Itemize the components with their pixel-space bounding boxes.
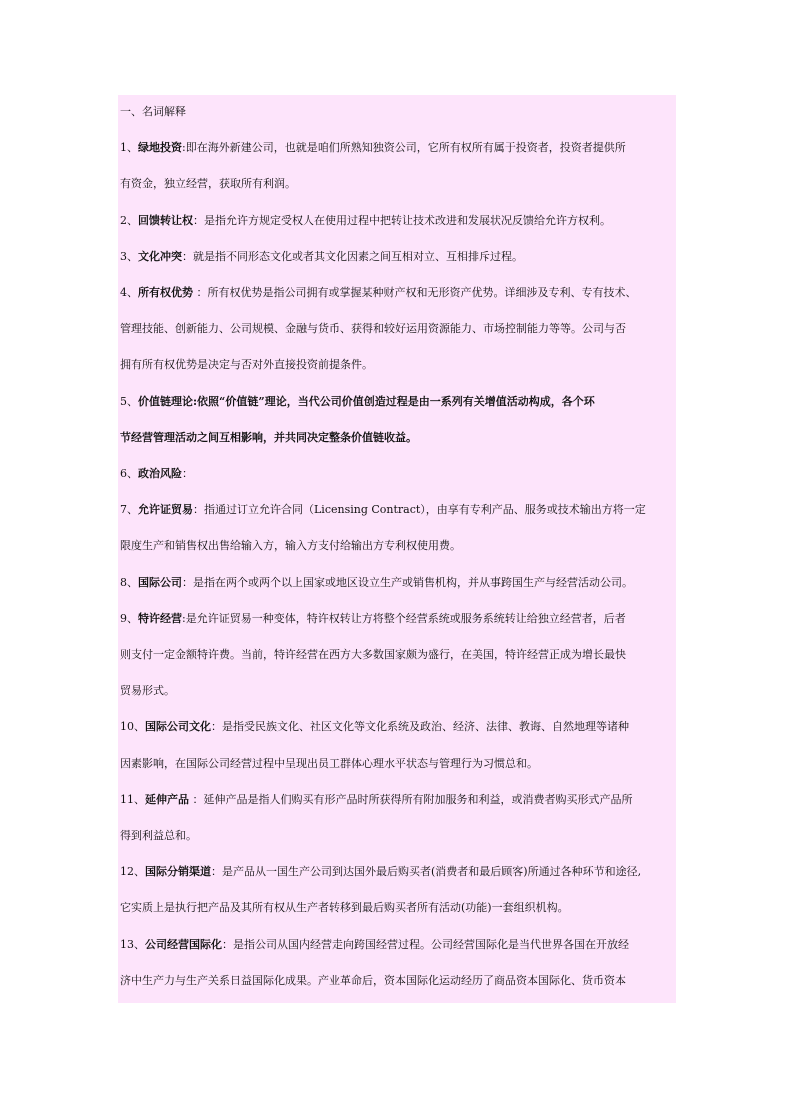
entry-text: :即在海外新建公司，也就是咱们所熟知独资公司，它所有权所有属于投资者，投资者提供所 [182,141,626,155]
entry-term: 允许证贸易 [138,503,193,517]
entry-continuation: 济中生产力与生产关系日益国际化成果。产业革命后，资本国际化运动经历了商品资本国际化、货币资本 [120,973,626,987]
entry-continuation: 拥有所有权优势是决定与否对外直接投资前提条件。 [120,358,373,372]
entry-number: 5、 [120,394,138,408]
entry-number: 13、 [120,937,145,951]
entry-number: 12、 [120,865,145,879]
definition-entry [120,214,611,228]
entry-text: ： [182,467,193,480]
entry-number: 11、 [120,792,145,806]
entry-number: 9、 [120,611,138,625]
entry-text: :依照“价值链”理论，当代公司价值创造过程是由一系列有关增值活动构成，各个环 [193,394,595,408]
entry-term: 国际公司 [138,575,182,589]
entry-continuation: 因素影响，在国际公司经营过程中呈现出员工群体心理水平状态与管理行为习惯总和。 [120,756,538,770]
entry-number: 8、 [120,575,138,589]
entry-term: 所有权优势 [138,286,193,299]
entry-term: 政治风险 [138,467,182,480]
definition-entry [120,503,646,517]
entry-term: 特许经营 [138,611,182,625]
entry-term: 文化冲突 [138,249,182,263]
entry-text: ：就是指不同形态文化或者其文化因素之间互相对立、互相排斥过程。 [182,249,523,263]
definition-entry [120,938,629,952]
definition-entry [120,612,626,626]
highlighted-text-block [118,95,676,1003]
entry-continuation: 它实质上是执行把产品及其所有权从生产者转移到最后购买者所有活动(功能)一套组织机构。 [120,901,569,915]
entry-continuation: 贸易形式。 [120,684,175,698]
entry-term: 延伸产品 [145,792,189,806]
entry-text: ：是指公司从国内经营走向跨国经营过程。公司经营国际化是当代世界各国在开放经 [222,937,629,951]
entry-term: 回馈转让权 [138,213,193,227]
entry-number: 4、 [120,286,138,299]
entry-text: ：是指在两个或两个以上国家或地区设立生产或销售机构，并从事跨国生产与经营活动公司。 [182,575,633,589]
entry-continuation: 有资金，独立经营，获取所有利润。 [120,177,296,191]
definition-entry [120,865,641,879]
entry-continuation: 则支付一定金额特许费。当前，特许经营在西方大多数国家颇为盛行，在美国，特许经营正成为增长最快 [120,648,626,661]
definition-entry [120,250,523,264]
definition-entry [120,793,633,807]
section-heading: 一、名词解释 [120,105,186,118]
entry-number: 10、 [120,720,145,734]
entry-continuation: 管理技能、创新能力、公司规模、金融与货币、获得和较好运用资源能力、市场控制能力等等。公司与否 [120,322,626,336]
entry-text: :是允许证贸易一种变体，特许权转让方将整个经营系统或服务系统转让给独立经营者，后者 [182,611,626,625]
entry-text: ：延伸产品是指人们购买有形产品时所获得所有附加服务和利益，或消费者购买形式产品所 [189,792,633,806]
entry-term: 国际分销渠道 [145,865,211,879]
entry-term: 国际公司文化 [145,720,211,734]
entry-number: 6、 [120,467,138,480]
entry-term: 公司经营国际化 [145,937,222,951]
entry-continuation: 得到利益总和。 [120,829,197,842]
entry-number: 1、 [120,141,138,155]
entry-text: ：是产品从一国生产公司到达国外最后购买者(消费者和最后顾客)所通过各种环节和途径, [211,865,642,879]
definition-entry [120,395,595,409]
definition-entry [120,141,626,155]
entry-continuation: 节经营管理活动之间互相影响，并共同决定整条价值链收益。 [120,430,417,444]
entry-number: 2、 [120,213,138,227]
entry-text: ：指通过订立允许合同（Licensing Contract），由享有专利产品、服务或技术输出方将一定 [193,503,646,517]
entry-text: ：所有权优势是指公司拥有或掌握某种财产权和无形资产优势。详细涉及专利、专有技术、 [193,286,637,299]
definition-entry [120,286,637,300]
entry-continuation: 限度生产和销售权出售给输入方，输入方支付给输出方专利权使用费。 [120,539,461,553]
entry-term: 绿地投资 [138,141,182,155]
definition-entry [120,467,193,481]
entry-text: ：是指受民族文化、社区文化等文化系统及政治、经济、法律、教诲、自然地理等诸种 [211,720,629,734]
entry-number: 3、 [120,249,138,263]
entry-term: 价值链理论 [138,394,193,408]
entry-number: 7、 [120,503,138,517]
definition-entry [120,576,633,590]
entry-text: ：是指允许方规定受权人在使用过程中把转让技术改进和发展状况反馈给允许方权利。 [193,213,611,227]
definition-entry [120,720,629,734]
